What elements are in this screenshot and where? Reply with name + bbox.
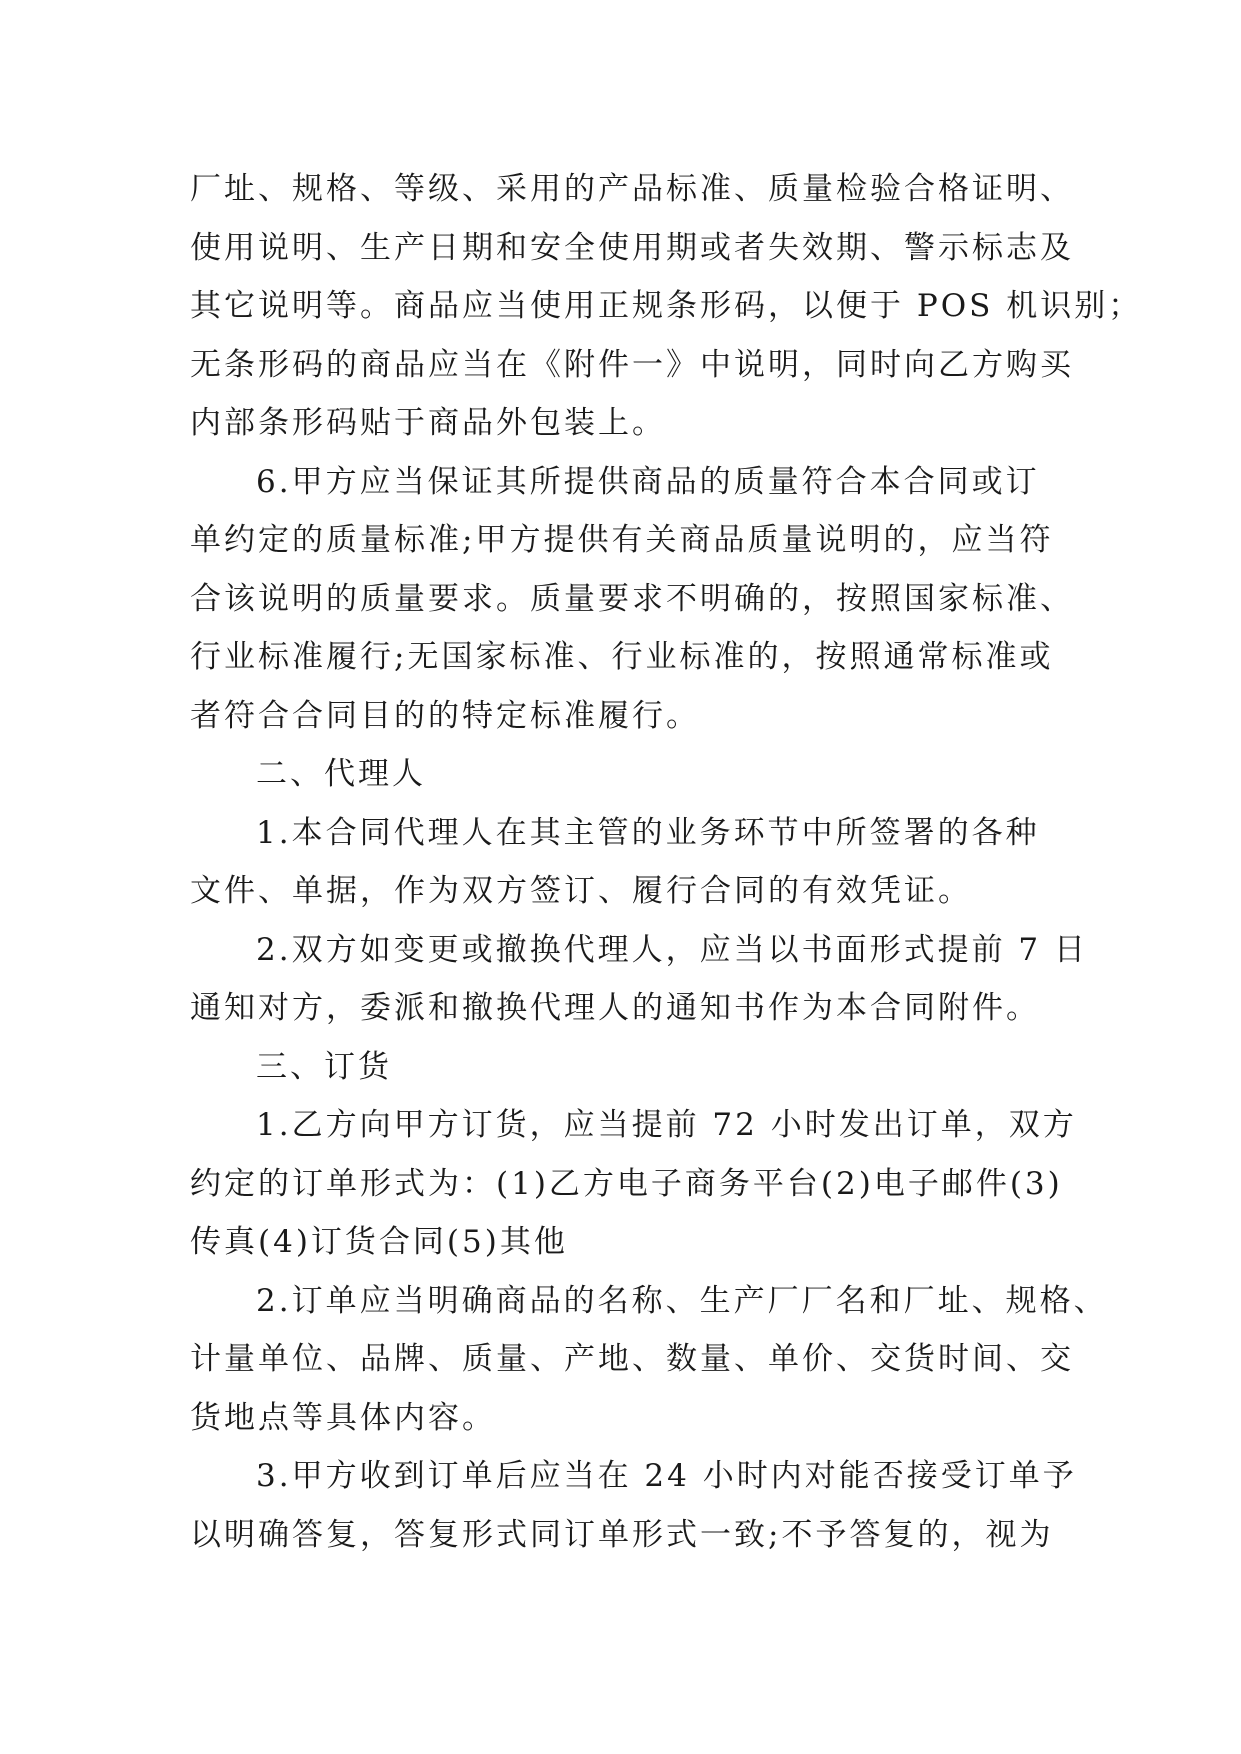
paragraph-start-line: 2.订单应当明确商品的名称、生产厂厂名和厂址、规格、: [256, 1282, 1108, 1319]
text-line: 者符合合同目的的特定标准履行。: [190, 697, 700, 734]
text-line: 传真(4)订货合同(5)其他: [190, 1224, 568, 1260]
text-line: 内部条形码贴于商品外包装上。: [190, 405, 666, 441]
text-line: 计量单位、品牌、质量、产地、数量、单价、交货时间、交: [190, 1341, 1074, 1377]
text-line: 以明确答复，答复形式同订单形式一致;不予答复的，视为: [190, 1516, 1054, 1553]
paragraph-start-line: 1.本合同代理人在其主管的业务环节中所签署的各种: [256, 814, 1040, 851]
paragraph-start-line: 2.双方如变更或撤换代理人，应当以书面形式提前 7 日: [256, 931, 1089, 968]
text-line: 使用说明、生产日期和安全使用期或者失效期、警示标志及: [190, 229, 1074, 266]
text-line: 无条形码的商品应当在《附件一》中说明，同时向乙方购买: [190, 346, 1074, 383]
text-line: 单约定的质量标准;甲方提供有关商品质量说明的，应当符: [190, 522, 1054, 558]
text-line: 行业标准履行;无国家标准、行业标准的，按照通常标准或: [190, 639, 1054, 675]
text-line: 约定的订单形式为：(1)乙方电子商务平台(2)电子邮件(3): [190, 1165, 1063, 1202]
document-body: [190, 160, 1143, 1564]
section-heading: 三、订货: [256, 1048, 392, 1085]
paragraph-start-line: 3.甲方收到订单后应当在 24 小时内对能否接受订单予: [256, 1458, 1077, 1494]
text-line: 货地点等具体内容。: [190, 1399, 496, 1436]
text-line: 厂址、规格、等级、采用的产品标准、质量检验合格证明、: [190, 171, 1074, 207]
text-line: 其它说明等。商品应当使用正规条形码，以便于 POS 机识别；: [190, 288, 1143, 324]
text-line: 文件、单据，作为双方签订、履行合同的有效凭证。: [190, 873, 972, 909]
text-line: 合该说明的质量要求。质量要求不明确的，按照国家标准、: [190, 580, 1074, 617]
paragraph-start-line: 6.甲方应当保证其所提供商品的质量符合本合同或订: [256, 463, 1040, 500]
text-line: 通知对方，委派和撤换代理人的通知书作为本合同附件。: [190, 990, 1040, 1026]
paragraph-start-line: 1.乙方向甲方订货，应当提前 72 小时发出订单，双方: [256, 1107, 1077, 1143]
section-heading: 二、代理人: [256, 756, 426, 792]
